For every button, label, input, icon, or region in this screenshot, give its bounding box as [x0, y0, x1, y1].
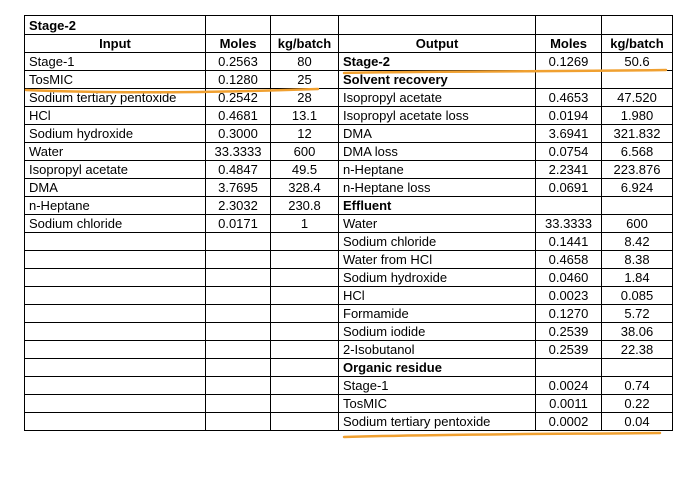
output-name-cell: Sodium hydroxide	[339, 269, 536, 287]
output-kg-cell: 223.876	[602, 161, 673, 179]
output-name-cell: Sodium tertiary pentoxide	[339, 413, 536, 431]
input-moles-cell: 0.4847	[206, 161, 271, 179]
output-moles-cell: 3.6941	[536, 125, 602, 143]
table-row	[25, 233, 673, 251]
input-name-cell	[25, 341, 206, 359]
output-name-cell: Isopropyl acetate loss	[339, 107, 536, 125]
table-row	[25, 305, 673, 323]
output-moles-cell: 33.3333	[536, 215, 602, 233]
table-row	[25, 53, 673, 71]
input-kg-cell	[271, 251, 339, 269]
output-moles-cell: 0.0754	[536, 143, 602, 161]
input-kg-cell: 80	[271, 53, 339, 71]
output-moles-cell: 0.2539	[536, 341, 602, 359]
input-name-cell: Sodium hydroxide	[25, 125, 206, 143]
input-name-cell	[25, 323, 206, 341]
output-name-cell: Formamide	[339, 305, 536, 323]
output-moles-cell: 0.0024	[536, 377, 602, 395]
input-moles-cell: 0.1280	[206, 71, 271, 89]
table-row	[25, 377, 673, 395]
input-kg-cell	[271, 233, 339, 251]
input-name-cell: Sodium chloride	[25, 215, 206, 233]
output-moles-cell: 0.1441	[536, 233, 602, 251]
output-name-cell: Sodium iodide	[339, 323, 536, 341]
output-kg-cell: 0.22	[602, 395, 673, 413]
table-row	[25, 395, 673, 413]
output-kg-cell	[602, 359, 673, 377]
output-name-cell: Organic residue	[339, 359, 536, 377]
input-name-cell: TosMIC	[25, 71, 206, 89]
input-kg-cell: 28	[271, 89, 339, 107]
table-row	[25, 341, 673, 359]
output-moles-cell: 0.0011	[536, 395, 602, 413]
table-row	[25, 197, 673, 215]
underline-tosmic-output	[344, 433, 660, 437]
input-moles-cell: 0.3000	[206, 125, 271, 143]
output-kg-cell: 321.832	[602, 125, 673, 143]
table-row	[25, 215, 673, 233]
input-name-cell: Sodium tertiary pentoxide	[25, 89, 206, 107]
input-kg-cell: 230.8	[271, 197, 339, 215]
input-kg-cell	[271, 305, 339, 323]
output-name-cell: Effluent	[339, 197, 536, 215]
input-kg-cell: 25	[271, 71, 339, 89]
output-moles-cell: 0.4658	[536, 251, 602, 269]
output-kg-cell: 8.42	[602, 233, 673, 251]
input-moles-cell: 0.2542	[206, 89, 271, 107]
output-name-cell: Water	[339, 215, 536, 233]
input-name-cell	[25, 377, 206, 395]
output-kg-cell: 50.6	[602, 53, 673, 71]
table-row	[25, 71, 673, 89]
output-moles-cell: 0.0194	[536, 107, 602, 125]
output-name-cell: HCl	[339, 287, 536, 305]
output-moles-cell: 0.0691	[536, 179, 602, 197]
output-moles-cell: 0.0460	[536, 269, 602, 287]
output-moles-cell: 0.4653	[536, 89, 602, 107]
output-kg-cell: 22.38	[602, 341, 673, 359]
input-kg-cell	[271, 359, 339, 377]
output-name-cell: Isopropyl acetate	[339, 89, 536, 107]
output-kg-cell	[602, 197, 673, 215]
input-kg-cell	[271, 323, 339, 341]
table-row	[25, 269, 673, 287]
input-kg-cell: 600	[271, 143, 339, 161]
input-moles-cell	[206, 251, 271, 269]
input-name-cell	[25, 395, 206, 413]
input-moles-cell	[206, 305, 271, 323]
output-kg-cell: 1.84	[602, 269, 673, 287]
input-moles-cell	[206, 269, 271, 287]
output-name-cell: n-Heptane loss	[339, 179, 536, 197]
output-moles-cell: 2.2341	[536, 161, 602, 179]
input-kg-cell	[271, 395, 339, 413]
input-kg-cell	[271, 341, 339, 359]
input-moles-cell	[206, 377, 271, 395]
input-moles-cell: 33.3333	[206, 143, 271, 161]
output-name-cell: Sodium chloride	[339, 233, 536, 251]
output-name-cell: DMA loss	[339, 143, 536, 161]
output-kg-cell: 38.06	[602, 323, 673, 341]
output-kg-cell: 5.72	[602, 305, 673, 323]
output-name-cell: n-Heptane	[339, 161, 536, 179]
output-kg-cell: 8.38	[602, 251, 673, 269]
title-row	[25, 16, 673, 35]
table-row	[25, 125, 673, 143]
table-row	[25, 107, 673, 125]
output-header: Output	[339, 35, 536, 53]
output-moles-cell: 0.0023	[536, 287, 602, 305]
input-moles-cell	[206, 395, 271, 413]
input-kg-cell: 49.5	[271, 161, 339, 179]
input-name-cell: DMA	[25, 179, 206, 197]
output-moles-cell	[536, 71, 602, 89]
input-moles-cell	[206, 233, 271, 251]
output-kg-cell: 1.980	[602, 107, 673, 125]
input-name-cell	[25, 251, 206, 269]
input-moles-cell: 3.7695	[206, 179, 271, 197]
input-kg-cell	[271, 377, 339, 395]
input-moles-cell: 0.2563	[206, 53, 271, 71]
header-row	[25, 35, 673, 53]
input-name-cell	[25, 305, 206, 323]
output-moles-cell: 0.2539	[536, 323, 602, 341]
input-header: Input	[25, 35, 206, 53]
output-name-cell: Stage-2	[339, 53, 536, 71]
input-moles-cell	[206, 413, 271, 431]
input-name-cell	[25, 287, 206, 305]
output-moles-cell: 0.1269	[536, 53, 602, 71]
output-moles-cell	[536, 197, 602, 215]
output-name-cell: Water from HCl	[339, 251, 536, 269]
output-moles-cell: 0.0002	[536, 413, 602, 431]
output-kg-cell: 6.924	[602, 179, 673, 197]
table-row	[25, 179, 673, 197]
material-balance-table	[24, 15, 673, 431]
output-name-cell: 2-Isobutanol	[339, 341, 536, 359]
output-name-cell: TosMIC	[339, 395, 536, 413]
input-kg-cell: 12	[271, 125, 339, 143]
input-kg-cell: 1	[271, 215, 339, 233]
output-name-cell: Solvent recovery	[339, 71, 536, 89]
output-kg-cell: 0.74	[602, 377, 673, 395]
input-kg-cell	[271, 287, 339, 305]
input-name-cell: n-Heptane	[25, 197, 206, 215]
input-kg-cell: 328.4	[271, 179, 339, 197]
input-moles-cell	[206, 341, 271, 359]
input-moles-cell: 2.3032	[206, 197, 271, 215]
input-name-cell: Water	[25, 143, 206, 161]
output-kg-cell: 0.04	[602, 413, 673, 431]
output-kg-cell: 47.520	[602, 89, 673, 107]
output-kg-cell: 6.568	[602, 143, 673, 161]
table-row	[25, 359, 673, 377]
output-moles-cell: 0.1270	[536, 305, 602, 323]
moles-header: Moles	[206, 35, 271, 53]
table-row	[25, 287, 673, 305]
table-row	[25, 89, 673, 107]
input-kg-cell: 13.1	[271, 107, 339, 125]
table-row	[25, 251, 673, 269]
output-moles-cell	[536, 359, 602, 377]
input-name-cell	[25, 413, 206, 431]
input-kg-cell	[271, 269, 339, 287]
table-row	[25, 413, 673, 431]
input-name-cell: Isopropyl acetate	[25, 161, 206, 179]
input-kg-cell	[271, 413, 339, 431]
output-name-cell: Stage-1	[339, 377, 536, 395]
input-moles-cell: 0.4681	[206, 107, 271, 125]
kg-header: kg/batch	[271, 35, 339, 53]
table-row	[25, 143, 673, 161]
input-name-cell	[25, 359, 206, 377]
table-row	[25, 323, 673, 341]
input-moles-cell	[206, 323, 271, 341]
input-name-cell: HCl	[25, 107, 206, 125]
output-kg-cell: 600	[602, 215, 673, 233]
out-kg-header: kg/batch	[602, 35, 673, 53]
output-kg-cell	[602, 71, 673, 89]
table-row	[25, 161, 673, 179]
input-name-cell	[25, 269, 206, 287]
input-name-cell	[25, 233, 206, 251]
input-moles-cell	[206, 359, 271, 377]
table-title: Stage-2	[25, 16, 206, 35]
input-moles-cell: 0.0171	[206, 215, 271, 233]
input-name-cell: Stage-1	[25, 53, 206, 71]
out-moles-header: Moles	[536, 35, 602, 53]
input-moles-cell	[206, 287, 271, 305]
output-name-cell: DMA	[339, 125, 536, 143]
output-kg-cell: 0.085	[602, 287, 673, 305]
